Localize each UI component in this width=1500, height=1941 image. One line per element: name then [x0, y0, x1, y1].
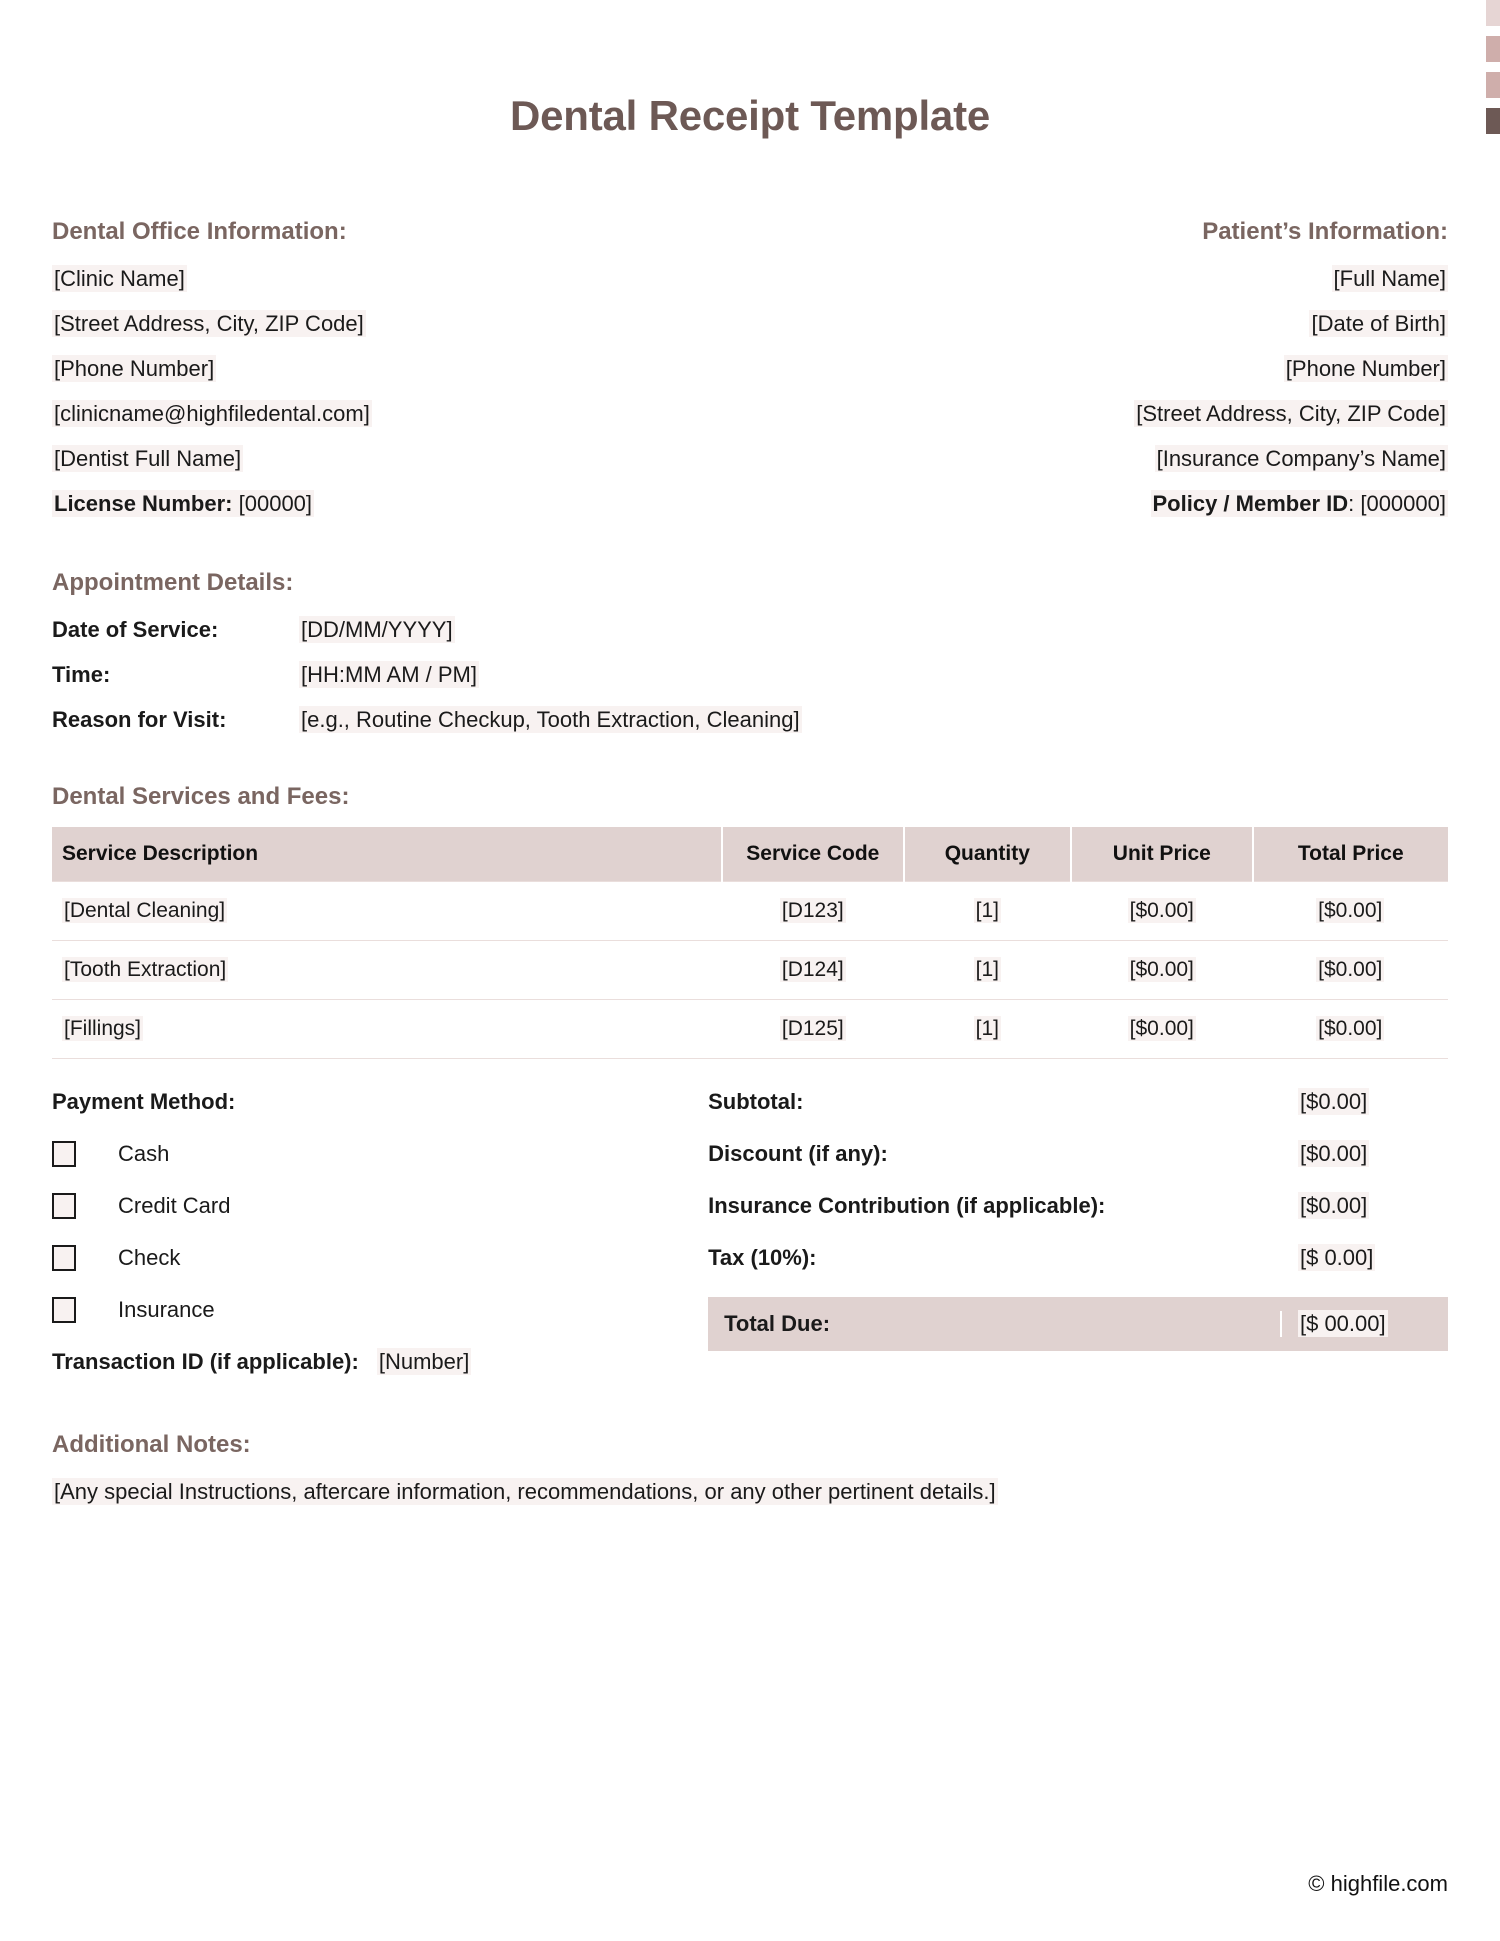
service-unit-price-cell: [1071, 1000, 1252, 1059]
service-quantity-value: [1]: [975, 899, 999, 922]
appointment-heading: Appointment Details:: [52, 569, 294, 596]
service-quantity-cell: [904, 882, 1072, 941]
column-header-unit-price: Unit Price: [1071, 827, 1252, 882]
insurance-contribution-label: Insurance Contribution (if applicable):: [708, 1193, 1106, 1218]
payment-method-block: [52, 1089, 708, 1375]
service-unit-price-value: [$0.00]: [1129, 1017, 1194, 1040]
office-address-value: [Street Address, City, ZIP Code]: [54, 311, 364, 336]
patient-line-policy: [778, 493, 1448, 515]
totals-row-insurance-contribution: [708, 1193, 1448, 1219]
payment-option-label: Credit Card: [118, 1193, 231, 1218]
totals-row-discount: [708, 1141, 1448, 1167]
tax-value-wrap: [1282, 1245, 1448, 1271]
appointment-row-reason: [52, 709, 1448, 731]
service-description-value: [Tooth Extraction]: [64, 958, 227, 981]
reason-for-visit-label: Reason for Visit:: [52, 707, 227, 732]
services-table-header: [52, 827, 1448, 882]
service-description-cell: [52, 1000, 722, 1059]
service-code-value: [D123]: [781, 899, 844, 922]
discount-value-wrap: [1282, 1141, 1448, 1167]
transaction-id-value: [Number]: [378, 1349, 470, 1374]
payment-option-insurance[interactable]: [52, 1297, 708, 1323]
patient-line-full-name: [778, 268, 1448, 290]
additional-notes-body: [Any special Instructions, aftercare information, recommendations, or any other pertinent details.]: [54, 1479, 996, 1504]
services-table: [52, 827, 1448, 1059]
service-quantity-cell: [904, 941, 1072, 1000]
transaction-id-row: [52, 1349, 708, 1375]
subtotal-value-wrap: [1282, 1089, 1448, 1115]
date-of-service-value: [DD/MM/YYYY]: [301, 617, 453, 642]
appointment-row-date-of-service: [52, 619, 1448, 641]
service-code-cell: [722, 1000, 903, 1059]
office-email-value: [clinicname@highfiledental.com]: [54, 401, 370, 426]
service-code-cell: [722, 882, 903, 941]
subtotal-value: [$0.00]: [1299, 1089, 1368, 1114]
transaction-id-label: Transaction ID (if applicable):: [52, 1349, 359, 1374]
services-section: [52, 783, 1448, 1059]
table-row: [52, 882, 1448, 941]
payment-option-label: Check: [118, 1245, 181, 1270]
subtotal-label: Subtotal:: [708, 1089, 804, 1114]
service-total-price-value: [$0.00]: [1318, 899, 1383, 922]
discount-label: Discount (if any):: [708, 1141, 888, 1166]
totals-row-total-due: [708, 1297, 1448, 1351]
office-line-license: [52, 493, 722, 515]
dental-office-heading: Dental Office Information:: [52, 218, 347, 245]
office-clinic-name-value: [Clinic Name]: [54, 266, 185, 291]
service-code-cell: [722, 941, 903, 1000]
reason-for-visit-value-wrap: [299, 709, 802, 731]
table-row: [52, 941, 1448, 1000]
service-total-price-value: [$0.00]: [1318, 1017, 1383, 1040]
license-number-label: License Number:: [54, 491, 233, 516]
time-label: Time:: [52, 662, 111, 687]
total-due-label: Total Due:: [724, 1311, 831, 1336]
service-quantity-value: [1]: [975, 958, 999, 981]
patient-insurance-company-value: [Insurance Company’s Name]: [1156, 446, 1446, 471]
additional-notes-body-wrap: [52, 1481, 1448, 1503]
checkbox-icon[interactable]: [52, 1245, 76, 1271]
payment-option-label: Cash: [118, 1141, 170, 1166]
totals-block: [708, 1089, 1448, 1375]
services-heading: Dental Services and Fees:: [52, 783, 350, 810]
payment-option-check[interactable]: [52, 1245, 708, 1271]
patient-phone-value: [Phone Number]: [1285, 356, 1446, 381]
service-description-cell: [52, 941, 722, 1000]
patient-line-phone: [778, 358, 1448, 380]
service-unit-price-cell: [1071, 941, 1252, 1000]
appointment-section: [52, 569, 1448, 731]
page-title: Dental Receipt Template: [509, 92, 991, 139]
dental-office-info: [52, 218, 722, 515]
patient-info: [778, 218, 1448, 515]
checkbox-icon[interactable]: [52, 1141, 76, 1167]
patient-address-value: [Street Address, City, ZIP Code]: [1136, 401, 1446, 426]
policy-member-id-label: Policy / Member ID: [1152, 491, 1349, 516]
total-due-value: [$ 00.00]: [1299, 1311, 1386, 1336]
services-header-row: [52, 827, 1448, 882]
policy-member-id-value: : [000000]: [1348, 491, 1446, 516]
service-total-price-cell: [1253, 882, 1448, 941]
office-line-dentist-name: [52, 448, 722, 470]
service-description-value: [Fillings]: [64, 1017, 142, 1040]
payment-option-cash[interactable]: [52, 1141, 708, 1167]
patient-line-address: [778, 403, 1448, 425]
service-code-value: [D124]: [781, 958, 844, 981]
service-total-price-value: [$0.00]: [1318, 958, 1383, 981]
column-header-service-description: Service Description: [52, 827, 722, 882]
tax-label: Tax (10%):: [708, 1245, 817, 1270]
services-table-body: [52, 882, 1448, 1059]
checkbox-icon[interactable]: [52, 1193, 76, 1219]
totals-row-subtotal: [708, 1089, 1448, 1115]
insurance-contribution-value-wrap: [1282, 1193, 1448, 1219]
office-phone-value: [Phone Number]: [54, 356, 215, 381]
office-line-phone: [52, 358, 722, 380]
column-header-total-price: Total Price: [1253, 827, 1448, 882]
service-unit-price-value: [$0.00]: [1129, 958, 1194, 981]
service-total-price-cell: [1253, 1000, 1448, 1059]
service-unit-price-value: [$0.00]: [1129, 899, 1194, 922]
office-line-clinic-name: [52, 268, 722, 290]
service-quantity-cell: [904, 1000, 1072, 1059]
discount-value: [$0.00]: [1299, 1141, 1368, 1166]
reason-for-visit-value: [e.g., Routine Checkup, Tooth Extraction, Cleaning]: [301, 707, 800, 732]
office-line-address: [52, 313, 722, 335]
patient-line-dob: [778, 313, 1448, 335]
payment-option-credit-card[interactable]: [52, 1193, 708, 1219]
service-unit-price-cell: [1071, 882, 1252, 941]
payment-option-label: Insurance: [118, 1297, 215, 1322]
service-total-price-cell: [1253, 941, 1448, 1000]
date-of-service-value-wrap: [299, 619, 455, 641]
time-value: [HH:MM AM / PM]: [301, 662, 477, 687]
service-description-value: [Dental Cleaning]: [64, 899, 226, 922]
time-value-wrap: [299, 664, 479, 686]
totals-row-tax: [708, 1245, 1448, 1271]
patient-dob-value: [Date of Birth]: [1311, 311, 1446, 336]
service-description-cell: [52, 882, 722, 941]
license-number-value: [00000]: [238, 491, 313, 516]
insurance-contribution-value: [$0.00]: [1299, 1193, 1368, 1218]
patient-line-insurance-company: [778, 448, 1448, 470]
service-code-value: [D125]: [781, 1017, 844, 1040]
service-quantity-value: [1]: [975, 1017, 999, 1040]
patient-full-name-value: [Full Name]: [1333, 266, 1446, 291]
parties-section: [52, 218, 1448, 515]
table-row: [52, 1000, 1448, 1059]
date-of-service-label: Date of Service:: [52, 617, 219, 642]
column-header-quantity: Quantity: [904, 827, 1072, 882]
patient-heading: Patient’s Information:: [1202, 218, 1448, 245]
checkbox-icon[interactable]: [52, 1297, 76, 1323]
total-due-value-wrap: [1280, 1311, 1448, 1337]
office-line-email: [52, 403, 722, 425]
additional-notes-section: [52, 1431, 1448, 1503]
office-dentist-name-value: [Dentist Full Name]: [54, 446, 242, 471]
column-header-service-code: Service Code: [722, 827, 903, 882]
footer-copyright: © highfile.com: [1308, 1871, 1448, 1896]
additional-notes-heading: Additional Notes:: [52, 1431, 251, 1458]
payment-method-heading: Payment Method:: [52, 1089, 236, 1114]
payment-and-totals-section: [52, 1089, 1448, 1375]
appointment-row-time: [52, 664, 1448, 686]
tax-value: [$ 0.00]: [1299, 1245, 1374, 1270]
